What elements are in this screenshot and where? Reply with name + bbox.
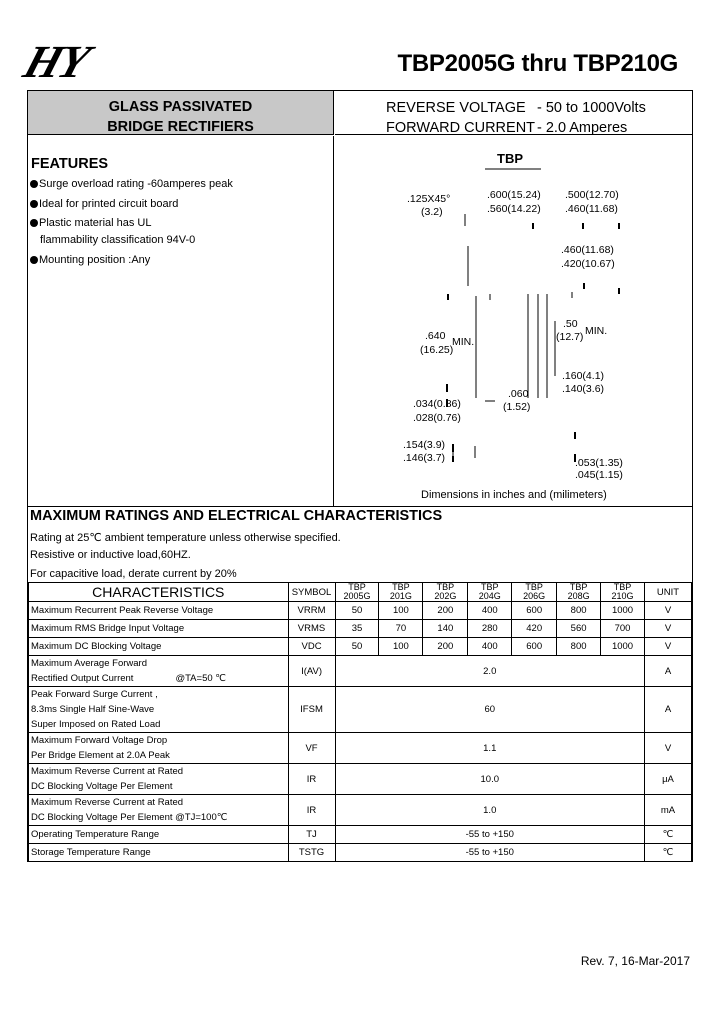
param-name: Maximum DC Blocking Voltage xyxy=(29,638,289,656)
value-cell: 400 xyxy=(468,602,512,620)
table-row xyxy=(29,687,692,733)
rating-note: Resistive or inductive load,60HZ. xyxy=(30,549,191,561)
dim-chamfer-mm: (3.2) xyxy=(421,206,443,218)
value-cell: 1000 xyxy=(601,638,645,656)
value-cell: 600 xyxy=(512,638,557,656)
unit-cell: V xyxy=(644,638,691,656)
table-row xyxy=(29,844,692,862)
value-cell: 800 xyxy=(557,602,601,620)
unit-cell: V xyxy=(644,602,691,620)
bullet-icon xyxy=(30,219,38,227)
table-row xyxy=(29,764,692,795)
value-cell: 10.0 xyxy=(335,764,644,795)
header-unit: UNIT xyxy=(644,583,691,602)
rating-note: For capacitive load, derate current by 20% xyxy=(30,568,237,580)
param-name: Maximum Forward Voltage Drop Per Bridge Element at 2.0A Peak xyxy=(29,733,289,764)
header-part: TBP 206G xyxy=(512,583,557,602)
ratings-title: MAXIMUM RATINGS AND ELECTRICAL CHARACTERISTICS xyxy=(30,508,443,524)
value-cell: 35 xyxy=(335,620,379,638)
value-cell: 1.1 xyxy=(335,733,644,764)
company-logo xyxy=(17,36,166,87)
bullet-icon xyxy=(30,200,38,208)
product-type-block xyxy=(28,91,334,135)
dimensions-caption: Dimensions in inches and (milimeters) xyxy=(421,489,607,501)
characteristics-table xyxy=(28,582,692,862)
dim-chamfer: .125X45° xyxy=(407,193,451,205)
value-cell: 1000 xyxy=(601,602,645,620)
table-row xyxy=(29,795,692,826)
value-cell: 700 xyxy=(601,620,645,638)
value-cell: 100 xyxy=(379,602,423,620)
header-part: TBP 201G xyxy=(379,583,423,602)
symbol-cell: IR xyxy=(288,764,335,795)
feature-item: Plastic material has UL xyxy=(30,217,152,230)
symbol-cell: TSTG xyxy=(288,844,335,862)
unit-cell: V xyxy=(644,620,691,638)
table-header-row xyxy=(29,583,692,602)
reverse-voltage-label: REVERSE VOLTAGE xyxy=(386,100,526,116)
dim-length-a-min: .560(14.22) xyxy=(487,203,541,215)
dim-lead-b-in: .50 xyxy=(563,318,578,330)
table-row xyxy=(29,656,692,687)
forward-current-value: - 2.0 Amperes xyxy=(537,120,628,136)
value-cell: 2.0 xyxy=(335,656,644,687)
features-heading: FEATURES xyxy=(31,156,109,172)
header-part: TBP 202G xyxy=(423,583,468,602)
param-name: Maximum Reverse Current at Rated DC Blocking Voltage Per Element @TJ=100℃ xyxy=(29,795,289,826)
param-name: Storage Temperature Range xyxy=(29,844,289,862)
table-row xyxy=(29,638,692,656)
logo-text: HY xyxy=(17,36,95,87)
dim-lead-diameter-max: .034(0.86) xyxy=(413,398,461,410)
bullet-icon xyxy=(30,180,38,188)
param-name: Maximum Reverse Current at Rated DC Blocking Voltage Per Element xyxy=(29,764,289,795)
package-diagram xyxy=(335,136,692,506)
value-cell: 60 xyxy=(335,687,644,733)
dim-length-c-max: .460(11.68) xyxy=(561,244,614,256)
value-cell: 70 xyxy=(379,620,423,638)
symbol-cell: IR xyxy=(288,795,335,826)
dim-lead-length-in: .640 xyxy=(425,330,446,342)
symbol-cell: TJ xyxy=(288,826,335,844)
value-cell: 600 xyxy=(512,602,557,620)
param-name: Operating Temperature Range xyxy=(29,826,289,844)
header-part: TBP 2005G xyxy=(335,583,379,602)
forward-current-label: FORWARD CURRENT xyxy=(386,120,536,136)
header-part: TBP 204G xyxy=(468,583,512,602)
feature-item: Surge overload rating -60amperes peak xyxy=(30,178,233,191)
dim-spacing-mm: (1.52) xyxy=(503,401,531,413)
dim-thickness-min: .146(3.7) xyxy=(403,452,446,464)
feature-item: Mounting position :Any xyxy=(30,254,150,267)
value-cell: 100 xyxy=(379,638,423,656)
dim-lead-width-min: .045(1.15) xyxy=(575,469,623,481)
dim-lead-length-min: MIN. xyxy=(452,336,475,348)
header-part: TBP 210G xyxy=(601,583,645,602)
value-cell: 420 xyxy=(512,620,557,638)
param-name: Maximum RMS Bridge Input Voltage xyxy=(29,620,289,638)
header-symbol: SYMBOL xyxy=(288,583,335,602)
section-divider xyxy=(28,506,692,507)
dim-pitch-min: .140(3.6) xyxy=(562,383,605,395)
package-name: TBP xyxy=(497,151,523,166)
dim-pitch-max: .160(4.1) xyxy=(562,370,605,382)
value-cell: 400 xyxy=(468,638,512,656)
revision-date: Rev. 7, 16-Mar-2017 xyxy=(580,954,690,968)
table-row xyxy=(29,733,692,764)
reverse-voltage-value: - 50 to 1000Volts xyxy=(537,100,646,116)
unit-cell: V xyxy=(644,733,691,764)
param-name: Maximum Average Forward Rectified Output Current @TA=50 ℃ xyxy=(29,656,289,687)
unit-cell: μA xyxy=(644,764,691,795)
value-cell: 560 xyxy=(557,620,601,638)
value-cell: 50 xyxy=(335,602,379,620)
header-characteristics: CHARACTERISTICS xyxy=(29,583,289,602)
symbol-cell: VDC xyxy=(288,638,335,656)
symbol-cell: VRMS xyxy=(288,620,335,638)
product-type-line2: BRIDGE RECTIFIERS xyxy=(107,119,254,135)
unit-cell: ℃ xyxy=(644,826,691,844)
dim-lead-b-min: MIN. xyxy=(585,325,608,337)
dim-spacing-in: .060 xyxy=(508,388,529,400)
unit-cell: A xyxy=(644,687,691,733)
bullet-icon xyxy=(30,256,38,264)
dim-length-b-max: .500(12.70) xyxy=(565,189,619,201)
symbol-cell: I(AV) xyxy=(288,656,335,687)
value-cell: -55 to +150 xyxy=(335,844,644,862)
symbol-cell: VRRM xyxy=(288,602,335,620)
product-type-line1: GLASS PASSIVATED xyxy=(108,99,253,115)
feature-item: Ideal for printed circuit board xyxy=(30,198,178,211)
value-cell: 200 xyxy=(423,638,468,656)
unit-cell: A xyxy=(644,656,691,687)
value-cell: 800 xyxy=(557,638,601,656)
value-cell: 280 xyxy=(468,620,512,638)
dim-length-c-min: .420(10.67) xyxy=(561,258,615,270)
part-range-title: TBP2005G thru TBP210G xyxy=(397,50,678,77)
param-name: Maximum Recurrent Peak Reverse Voltage xyxy=(29,602,289,620)
value-cell: 1.0 xyxy=(335,795,644,826)
reverse-voltage-row xyxy=(335,98,692,118)
dim-lead-diameter-min: .028(0.76) xyxy=(413,412,461,424)
table-row xyxy=(29,602,692,620)
unit-cell: ℃ xyxy=(644,844,691,862)
dim-lead-b-mm: (12.7) xyxy=(556,331,584,343)
table-row xyxy=(29,826,692,844)
header-part: TBP 208G xyxy=(557,583,601,602)
symbol-cell: VF xyxy=(288,733,335,764)
forward-current-row xyxy=(335,118,692,138)
dim-length-a-max: .600(15.24) xyxy=(487,189,541,201)
dim-lead-width-max: .053(1.35) xyxy=(575,457,623,469)
dim-lead-length-mm: (16.25) xyxy=(420,344,454,356)
features-section xyxy=(28,136,334,506)
unit-cell: mA xyxy=(644,795,691,826)
symbol-cell: IFSM xyxy=(288,687,335,733)
value-cell: 140 xyxy=(423,620,468,638)
dim-thickness-max: .154(3.9) xyxy=(403,439,446,451)
rating-note: Rating at 25℃ ambient temperature unless otherwise specified. xyxy=(30,532,341,544)
ratings-summary-block xyxy=(335,91,692,135)
value-cell: 50 xyxy=(335,638,379,656)
value-cell: 200 xyxy=(423,602,468,620)
param-name: Peak Forward Surge Current , 8.3ms Single Half Sine-Wave Super Imposed on Rated Load xyxy=(29,687,289,733)
dim-length-b-min: .460(11.68) xyxy=(565,203,618,215)
value-cell: -55 to +150 xyxy=(335,826,644,844)
feature-item-continued: flammability classification 94V-0 xyxy=(40,234,196,246)
table-row xyxy=(29,620,692,638)
